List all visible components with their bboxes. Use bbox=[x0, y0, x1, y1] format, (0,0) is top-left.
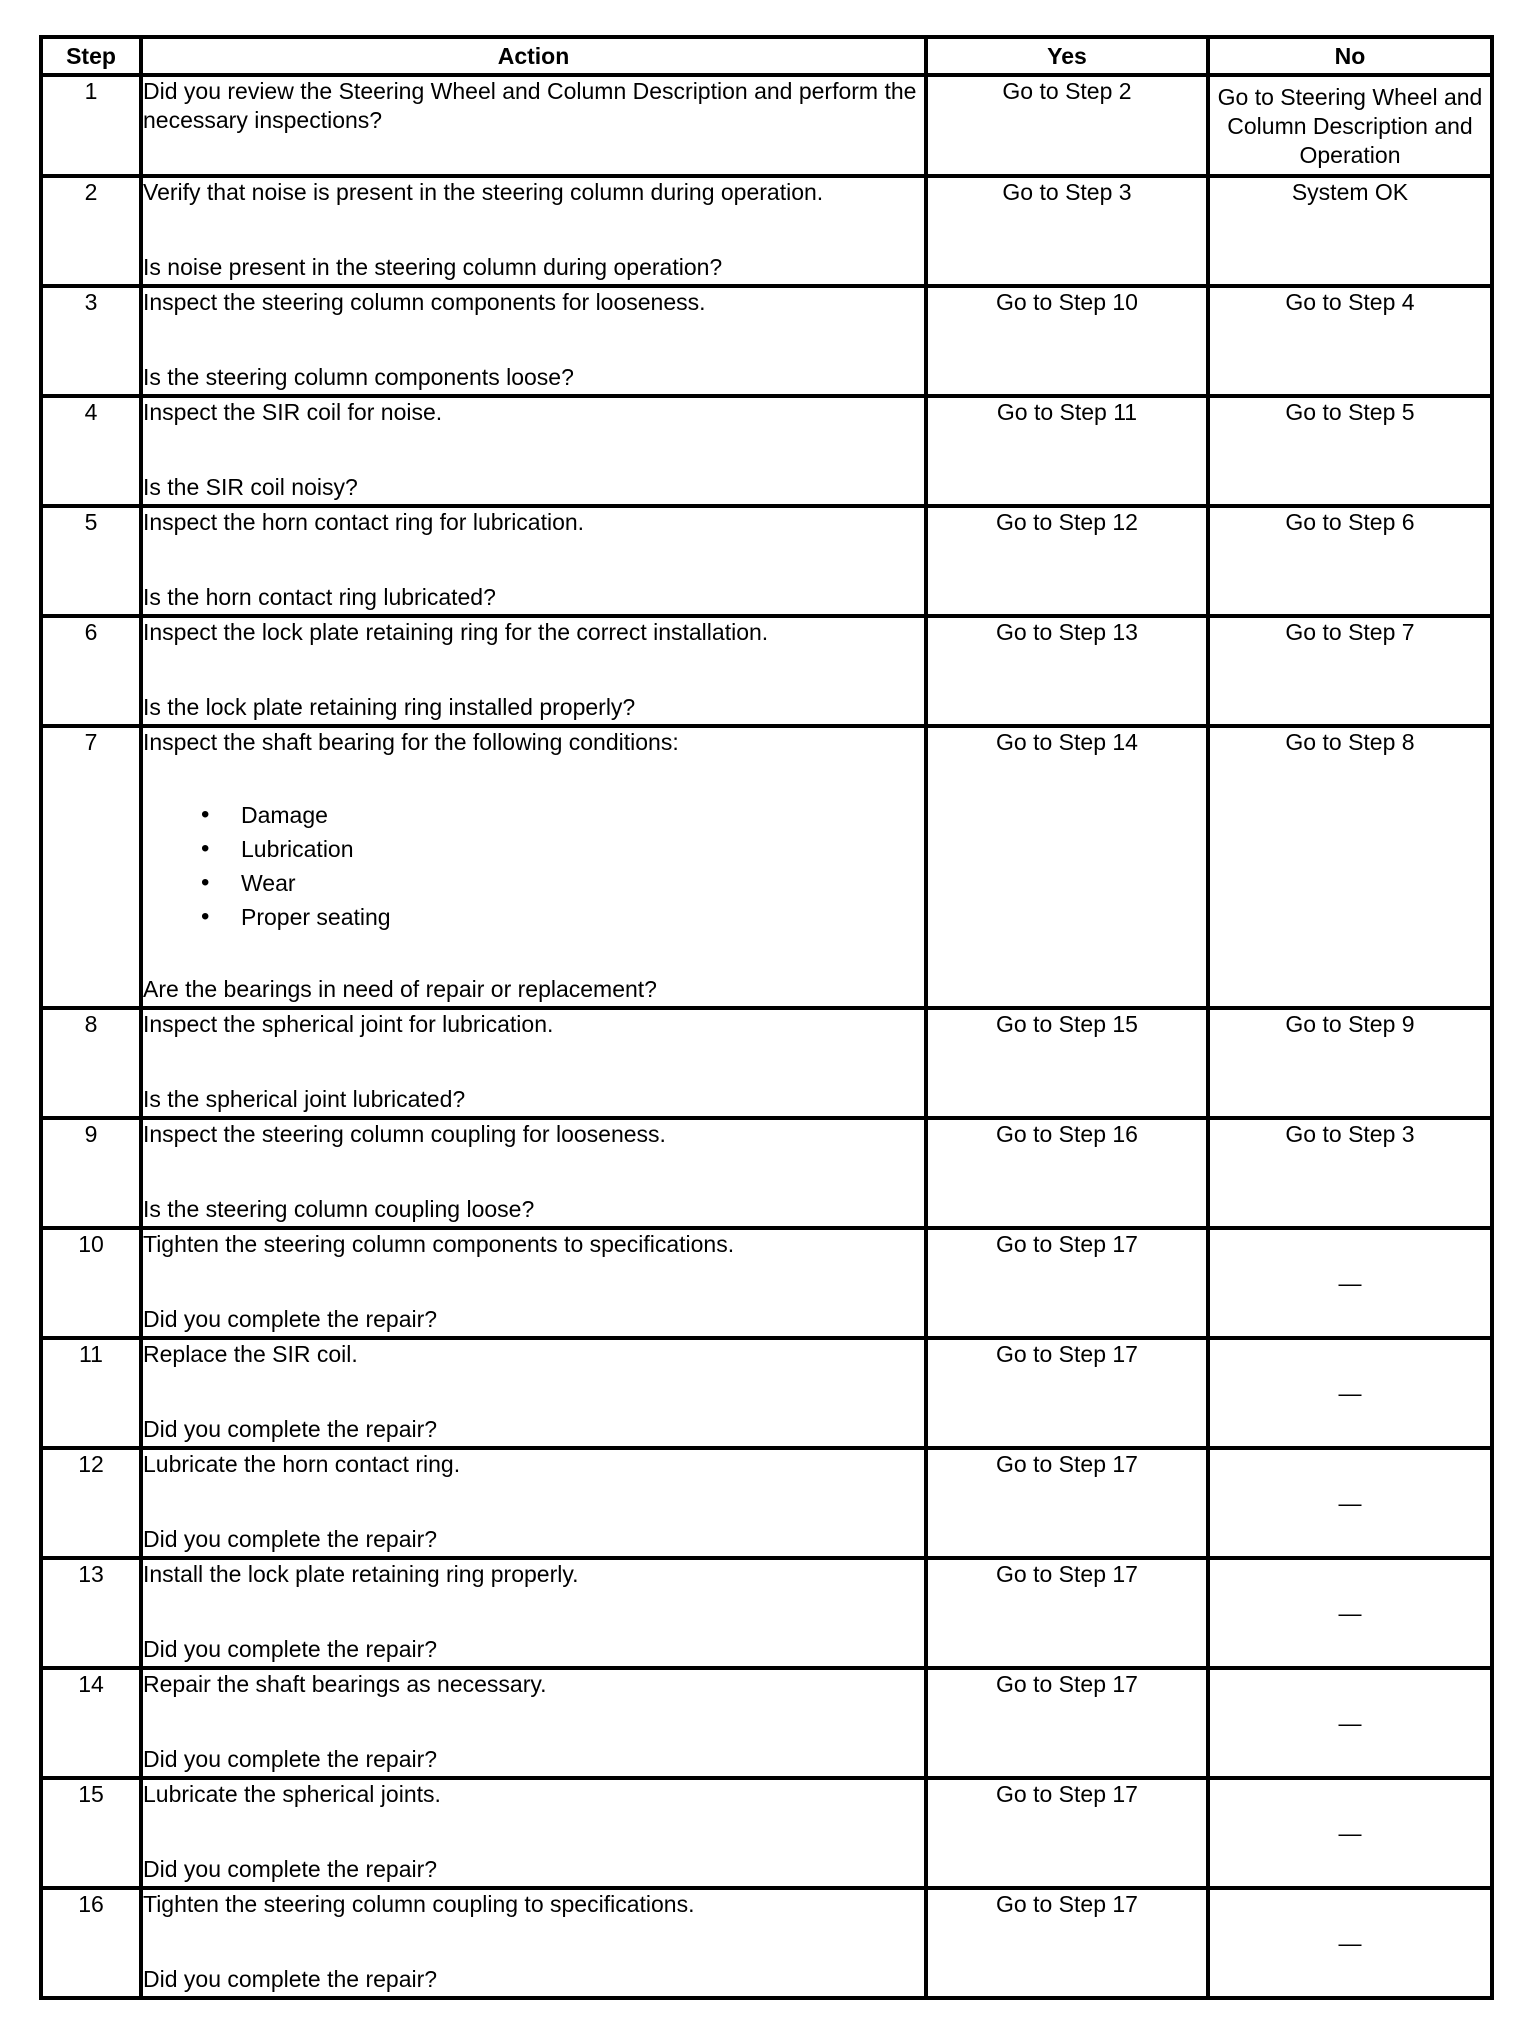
yes-cell: Go to Step 17 bbox=[926, 1448, 1208, 1558]
table-row bbox=[41, 1118, 1492, 1228]
action-question: Is the lock plate retaining ring installed properly? bbox=[143, 694, 636, 720]
header-no: No bbox=[1208, 37, 1492, 75]
yes-cell: Go to Step 17 bbox=[926, 1888, 1208, 1998]
action-question: Did you complete the repair? bbox=[143, 1636, 438, 1662]
action-question: Is the SIR coil noisy? bbox=[143, 474, 358, 500]
step-number: 7 bbox=[41, 726, 141, 1008]
action-cell bbox=[141, 1338, 926, 1448]
condition-list bbox=[143, 798, 924, 934]
action-question: Is noise present in the steering column during operation? bbox=[143, 254, 723, 280]
table-row bbox=[41, 286, 1492, 396]
no-cell: — bbox=[1208, 1778, 1492, 1888]
action-instruction: Inspect the horn contact ring for lubrication. bbox=[143, 509, 585, 535]
action-question: Is the horn contact ring lubricated? bbox=[143, 584, 496, 610]
action-cell bbox=[141, 1668, 926, 1778]
step-number: 16 bbox=[41, 1888, 141, 1998]
action-cell bbox=[141, 176, 926, 286]
action-question: Did you complete the repair? bbox=[143, 1856, 438, 1882]
table-row bbox=[41, 616, 1492, 726]
table-row bbox=[41, 1008, 1492, 1118]
action-instruction: Repair the shaft bearings as necessary. bbox=[143, 1671, 547, 1697]
action-cell bbox=[141, 726, 926, 1008]
step-number: 4 bbox=[41, 396, 141, 506]
action-question: Did you complete the repair? bbox=[143, 1746, 438, 1772]
no-cell: — bbox=[1208, 1558, 1492, 1668]
table-row bbox=[41, 396, 1492, 506]
no-cell: Go to Step 7 bbox=[1208, 616, 1492, 726]
table-row bbox=[41, 1448, 1492, 1558]
action-instruction: Verify that noise is present in the steering column during operation. bbox=[143, 179, 824, 205]
list-item: • Damage bbox=[201, 798, 924, 832]
action-cell bbox=[141, 1778, 926, 1888]
action-instruction: Inspect the spherical joint for lubrication. bbox=[143, 1011, 554, 1037]
action-question: Did you complete the repair? bbox=[143, 1966, 438, 1992]
no-cell: — bbox=[1208, 1668, 1492, 1778]
action-instruction: Inspect the steering column coupling for looseness. bbox=[143, 1121, 666, 1147]
no-cell: — bbox=[1208, 1338, 1492, 1448]
table-row bbox=[41, 176, 1492, 286]
table-row bbox=[41, 1558, 1492, 1668]
diagnostic-table bbox=[39, 35, 1494, 2000]
no-cell: Go to Step 9 bbox=[1208, 1008, 1492, 1118]
step-number: 1 bbox=[41, 75, 141, 176]
action-question: Are the bearings in need of repair or replacement? bbox=[143, 976, 657, 1002]
action-cell bbox=[141, 506, 926, 616]
yes-cell: Go to Step 12 bbox=[926, 506, 1208, 616]
action-cell bbox=[141, 1008, 926, 1118]
header-row bbox=[41, 37, 1492, 75]
step-number: 5 bbox=[41, 506, 141, 616]
table-row bbox=[41, 1668, 1492, 1778]
action-question: Is the steering column coupling loose? bbox=[143, 1196, 535, 1222]
no-cell: Go to Steering Wheel and Column Description and Operation bbox=[1208, 75, 1492, 176]
step-number: 12 bbox=[41, 1448, 141, 1558]
table-row bbox=[41, 726, 1492, 1008]
yes-cell: Go to Step 17 bbox=[926, 1668, 1208, 1778]
action-instruction: Inspect the SIR coil for noise. bbox=[143, 399, 443, 425]
step-number: 9 bbox=[41, 1118, 141, 1228]
step-number: 6 bbox=[41, 616, 141, 726]
no-cell: System OK bbox=[1208, 176, 1492, 286]
table-row bbox=[41, 1338, 1492, 1448]
header-step: Step bbox=[41, 37, 141, 75]
action-instruction: Tighten the steering column coupling to specifications. bbox=[143, 1891, 695, 1917]
no-cell: Go to Step 5 bbox=[1208, 396, 1492, 506]
yes-cell: Go to Step 13 bbox=[926, 616, 1208, 726]
action-question: Did you complete the repair? bbox=[143, 1306, 438, 1332]
yes-cell: Go to Step 10 bbox=[926, 286, 1208, 396]
yes-cell: Go to Step 3 bbox=[926, 176, 1208, 286]
step-number: 10 bbox=[41, 1228, 141, 1338]
action-cell bbox=[141, 286, 926, 396]
action-question: Is the spherical joint lubricated? bbox=[143, 1086, 466, 1112]
table-row bbox=[41, 506, 1492, 616]
action-instruction: Inspect the steering column components for looseness. bbox=[143, 289, 706, 315]
yes-cell: Go to Step 16 bbox=[926, 1118, 1208, 1228]
step-number: 8 bbox=[41, 1008, 141, 1118]
action-cell bbox=[141, 1888, 926, 1998]
action-cell bbox=[141, 1448, 926, 1558]
action-cell bbox=[141, 75, 926, 176]
action-question: Is the steering column components loose? bbox=[143, 364, 574, 390]
table-row bbox=[41, 1778, 1492, 1888]
action-cell bbox=[141, 616, 926, 726]
action-instruction: Lubricate the spherical joints. bbox=[143, 1781, 441, 1807]
action-instruction: Tighten the steering column components to specifications. bbox=[143, 1231, 735, 1257]
header-yes: Yes bbox=[926, 37, 1208, 75]
no-cell: — bbox=[1208, 1888, 1492, 1998]
list-item: • Proper seating bbox=[201, 900, 924, 934]
action-instruction: Inspect the lock plate retaining ring for the correct installation. bbox=[143, 619, 769, 645]
step-number: 15 bbox=[41, 1778, 141, 1888]
yes-cell: Go to Step 17 bbox=[926, 1228, 1208, 1338]
action-cell bbox=[141, 1118, 926, 1228]
list-item: • Wear bbox=[201, 866, 924, 900]
step-number: 3 bbox=[41, 286, 141, 396]
table-row bbox=[41, 75, 1492, 176]
action-cell bbox=[141, 1228, 926, 1338]
action-cell bbox=[141, 1558, 926, 1668]
action-question: Did you complete the repair? bbox=[143, 1526, 438, 1552]
action-text: Did you review the Steering Wheel and Column Description and perform the necessary inspections? bbox=[143, 78, 917, 133]
step-number: 14 bbox=[41, 1668, 141, 1778]
action-instruction: Inspect the shaft bearing for the following conditions: bbox=[143, 729, 679, 755]
action-instruction: Install the lock plate retaining ring properly. bbox=[143, 1561, 579, 1587]
yes-cell: Go to Step 17 bbox=[926, 1778, 1208, 1888]
yes-cell: Go to Step 11 bbox=[926, 396, 1208, 506]
yes-cell: Go to Step 17 bbox=[926, 1558, 1208, 1668]
no-cell: — bbox=[1208, 1228, 1492, 1338]
table-row bbox=[41, 1888, 1492, 1998]
no-cell: Go to Step 6 bbox=[1208, 506, 1492, 616]
action-question: Did you complete the repair? bbox=[143, 1416, 438, 1442]
action-instruction: Replace the SIR coil. bbox=[143, 1341, 358, 1367]
no-cell: — bbox=[1208, 1448, 1492, 1558]
yes-cell: Go to Step 2 bbox=[926, 75, 1208, 176]
action-instruction: Lubricate the horn contact ring. bbox=[143, 1451, 461, 1477]
yes-cell: Go to Step 15 bbox=[926, 1008, 1208, 1118]
step-number: 2 bbox=[41, 176, 141, 286]
header-action: Action bbox=[141, 37, 926, 75]
action-cell bbox=[141, 396, 926, 506]
list-item: • Lubrication bbox=[201, 832, 924, 866]
no-cell: Go to Step 4 bbox=[1208, 286, 1492, 396]
no-cell: Go to Step 8 bbox=[1208, 726, 1492, 1008]
table-row bbox=[41, 1228, 1492, 1338]
step-number: 13 bbox=[41, 1558, 141, 1668]
step-number: 11 bbox=[41, 1338, 141, 1448]
yes-cell: Go to Step 17 bbox=[926, 1338, 1208, 1448]
no-cell: Go to Step 3 bbox=[1208, 1118, 1492, 1228]
yes-cell: Go to Step 14 bbox=[926, 726, 1208, 1008]
